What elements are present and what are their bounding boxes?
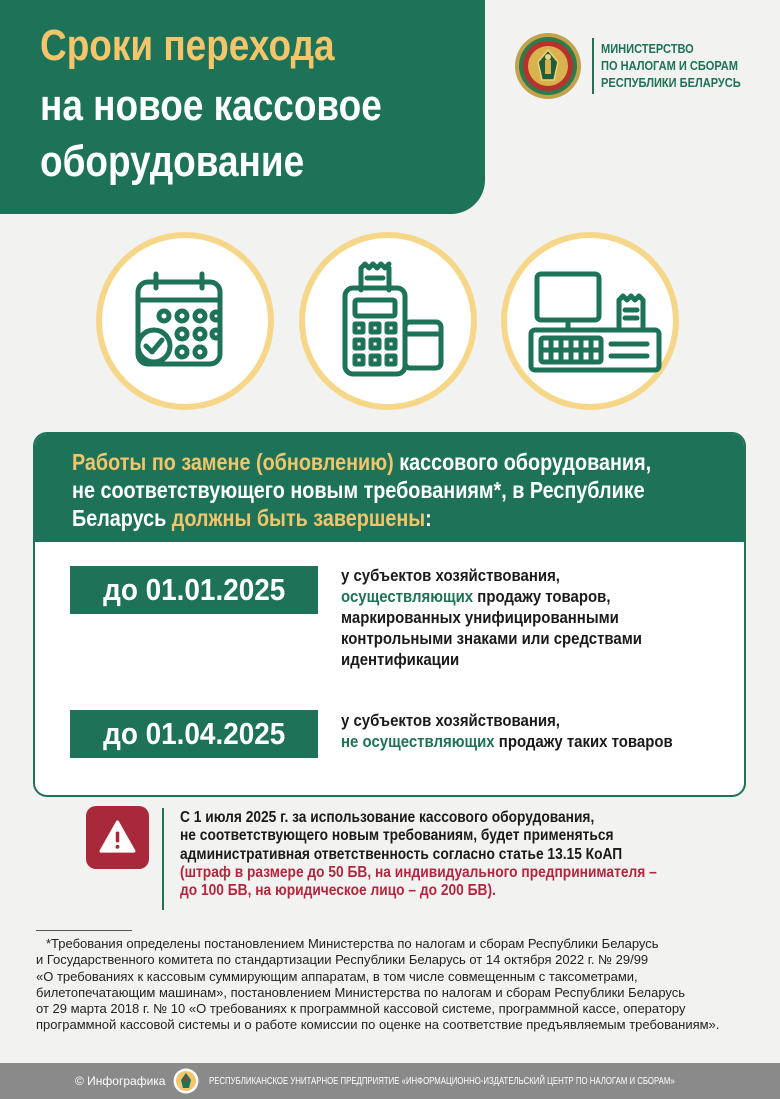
footnote-rule — [36, 930, 132, 931]
deadline-date-2: до 01.04.2025 — [70, 710, 318, 758]
footer — [0, 1063, 780, 1099]
deadline-description-1: у субъектов хозяйствования, осуществляющих продажу товаров, маркированных унифицированными контрольными знаками или средствами идентификации — [341, 566, 643, 669]
pos-terminal-badge — [299, 232, 477, 410]
deadline-description-2: у субъектов хозяйствования, не осуществляющих продажу таких товаров — [341, 711, 673, 751]
deadline-date-1: до 01.01.2025 — [70, 566, 318, 614]
warning-text: С 1 июля 2025 г. за использование кассового оборудования, не соответствующего новым требованиям, будет применяться административная ответственность согласно статье 13.15 КоАП (штраф в размере до 50 БВ, на индивидуального предпринимателя – до 100 БВ, на юридическое лицо – до 200 БВ). — [180, 809, 657, 900]
publisher-logo-icon — [173, 1068, 199, 1094]
calendar-badge — [96, 232, 274, 410]
cash-register-badge — [501, 232, 679, 410]
calendar-icon — [102, 238, 268, 404]
ministry-emblem-icon — [514, 32, 582, 100]
ministry-divider — [592, 38, 594, 94]
footer-organization: РЕСПУБЛИКАНСКОЕ УНИТАРНОЕ ПРЕДПРИЯТИЕ «ИНФОРМАЦИОННО-ИЗДАТЕЛЬСКИЙ ЦЕНТР ПО НАЛОГАМ И СБОРАМ» — [209, 1076, 675, 1087]
warning-badge — [86, 806, 149, 869]
header-line-2: не соответствующего новым требованиям*, в Республике — [72, 477, 645, 503]
header-line-3: Беларусь должны быть завершены: — [72, 505, 432, 531]
deadlines-card-header — [35, 434, 744, 542]
ministry-line-1: МИНИСТЕРСТВО — [601, 41, 694, 56]
title-line-2: на новое кассовое — [40, 81, 382, 130]
footnote — [36, 936, 744, 1034]
footnote-line-1: *Требования определены постановлением Министерства по налогам и сборам Республики Беларусь — [46, 936, 659, 951]
footnote-line-2: и Государственного комитета по стандартизации Республики Беларусь от 14 октября 2022 г. № 29/99 — [36, 952, 649, 968]
warning-icon — [98, 818, 137, 857]
ministry-line-2: ПО НАЛОГАМ И СБОРАМ — [601, 58, 738, 73]
title-line-3: оборудование — [40, 137, 305, 186]
header-line-1: Работы по замене (обновлению) кассового оборудования, — [72, 449, 652, 475]
ministry-line-3: РЕСПУБЛИКИ БЕЛАРУСЬ — [601, 75, 741, 90]
ministry-name — [601, 40, 741, 91]
pos-terminal-icon — [305, 238, 471, 404]
footnote-line-3: «О требованиях к кассовым суммирующим аппаратам, в том числе совмещенным с таксометрами, — [36, 968, 638, 984]
cash-register-icon — [507, 238, 673, 404]
warning-divider — [162, 808, 164, 910]
footnote-line-5: от 29 марта 2018 г. № 10 «О требованиях к программной кассовой системе, программной кассе, оператору — [36, 1001, 686, 1017]
title-line-1: Сроки перехода — [40, 21, 335, 70]
deadlines-card — [33, 432, 746, 797]
footnote-line-4: билетопечатающим машинам», постановлением Министерства по налогам и сборам Республики Беларусь — [36, 984, 686, 1000]
footer-copyright: © Инфографика — [75, 1074, 166, 1088]
title-banner — [0, 0, 485, 214]
footnote-line-6: программной кассовой системы и о работе комиссии по оценке на соответствие предъявляемым требованиям». — [36, 1017, 720, 1033]
